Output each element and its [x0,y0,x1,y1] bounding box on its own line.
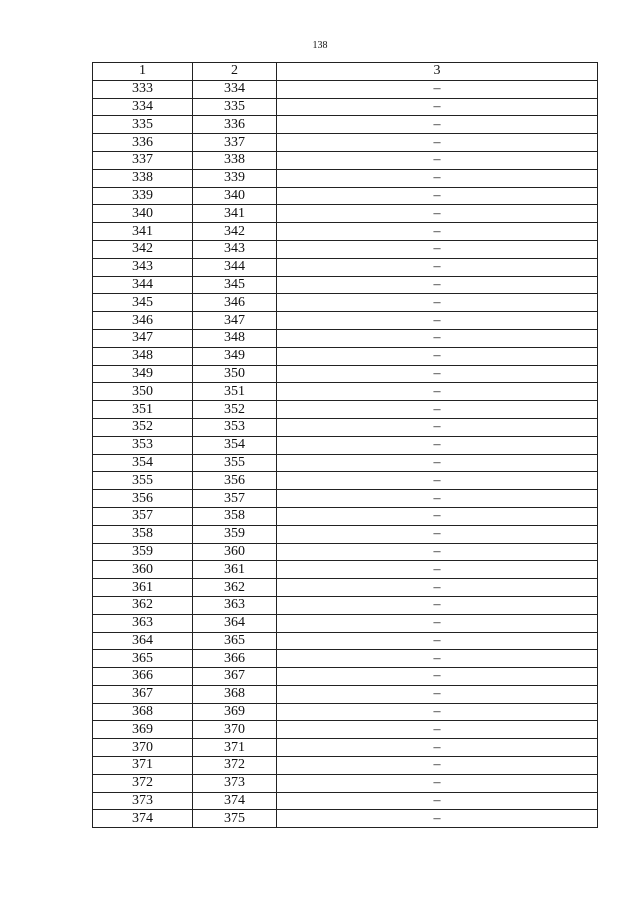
table-cell-col3: – [277,98,598,116]
table-row [93,561,598,579]
table-cell-col3: – [277,650,598,668]
table-cell-col3: – [277,632,598,650]
table-cell-col1: 363 [93,614,193,632]
table-row [93,614,598,632]
table-cell-col1: 350 [93,383,193,401]
table-row [93,276,598,294]
table-row [93,187,598,205]
table-cell-col1: 360 [93,561,193,579]
table-cell-col3: – [277,151,598,169]
table-cell-col2: 358 [193,507,277,525]
table-cell-col2: 353 [193,418,277,436]
table-row [93,543,598,561]
column-header-3: 3 [277,63,598,81]
table-row [93,632,598,650]
table-cell-col3: – [277,703,598,721]
table-cell-col3: – [277,365,598,383]
table-cell-col1: 374 [93,810,193,828]
table-row [93,116,598,134]
table-row [93,757,598,775]
table-cell-col1: 365 [93,650,193,668]
table-cell-col1: 373 [93,792,193,810]
table-cell-col3: – [277,792,598,810]
table-cell-col3: – [277,810,598,828]
table-cell-col1: 367 [93,685,193,703]
table-cell-col2: 348 [193,329,277,347]
table-cell-col1: 364 [93,632,193,650]
table-cell-col2: 357 [193,490,277,508]
table-row [93,240,598,258]
table-cell-col2: 337 [193,134,277,152]
table-row [93,294,598,312]
table-cell-col2: 347 [193,312,277,330]
table-cell-col3: – [277,401,598,419]
table-row [93,472,598,490]
table-cell-col2: 374 [193,792,277,810]
table-cell-col3: – [277,80,598,98]
table-row [93,579,598,597]
table-cell-col2: 342 [193,223,277,241]
table-cell-col3: – [277,169,598,187]
table-row [93,810,598,828]
table-cell-col1: 348 [93,347,193,365]
table-cell-col1: 354 [93,454,193,472]
column-header-2: 2 [193,63,277,81]
page-number: 138 [312,40,328,51]
table-cell-col2: 372 [193,757,277,775]
table-row [93,312,598,330]
table-cell-col1: 341 [93,223,193,241]
table-cell-col1: 351 [93,401,193,419]
table-cell-col2: 339 [193,169,277,187]
table-cell-col2: 360 [193,543,277,561]
table-cell-col3: – [277,116,598,134]
table-cell-col1: 361 [93,579,193,597]
table-cell-col3: – [277,258,598,276]
table-cell-col2: 367 [193,668,277,686]
table-row [93,418,598,436]
table-cell-col1: 355 [93,472,193,490]
table-cell-col2: 354 [193,436,277,454]
table-cell-col2: 343 [193,240,277,258]
table-cell-col1: 366 [93,668,193,686]
table-cell-col3: – [277,294,598,312]
table-cell-col2: 340 [193,187,277,205]
table-cell-col2: 362 [193,579,277,597]
table-cell-col1: 347 [93,329,193,347]
table-cell-col1: 359 [93,543,193,561]
table-cell-col3: – [277,596,598,614]
table-cell-col2: 338 [193,151,277,169]
table-row [93,329,598,347]
table-cell-col3: – [277,347,598,365]
table-cell-col2: 364 [193,614,277,632]
table-row [93,436,598,454]
table-cell-col2: 356 [193,472,277,490]
table-cell-col3: – [277,312,598,330]
table-cell-col3: – [277,668,598,686]
table-cell-col1: 344 [93,276,193,294]
table-cell-col3: – [277,187,598,205]
table-row [93,792,598,810]
table-cell-col2: 346 [193,294,277,312]
table-row [93,151,598,169]
table-cell-col2: 363 [193,596,277,614]
table-row [93,205,598,223]
table-row [93,650,598,668]
table-cell-col3: – [277,472,598,490]
column-header-1: 1 [93,63,193,81]
table-row [93,258,598,276]
table-cell-col1: 372 [93,774,193,792]
table-row [93,383,598,401]
table-cell-col2: 350 [193,365,277,383]
table-cell-col3: – [277,507,598,525]
table-body [93,80,598,827]
table-cell-col2: 375 [193,810,277,828]
table-cell-col2: 349 [193,347,277,365]
table-row [93,507,598,525]
table-cell-col1: 339 [93,187,193,205]
table-cell-col1: 352 [93,418,193,436]
table-row [93,596,598,614]
table-row [93,98,598,116]
table-cell-col1: 337 [93,151,193,169]
table-cell-col2: 351 [193,383,277,401]
table-cell-col2: 368 [193,685,277,703]
table-row [93,739,598,757]
table-cell-col1: 342 [93,240,193,258]
table-cell-col3: – [277,757,598,775]
table-cell-col3: – [277,205,598,223]
table-cell-col2: 344 [193,258,277,276]
table-row [93,490,598,508]
table-cell-col3: – [277,454,598,472]
data-table [92,62,598,828]
table-row [93,80,598,98]
table-cell-col3: – [277,721,598,739]
table-cell-col3: – [277,543,598,561]
table-row [93,347,598,365]
table-cell-col1: 370 [93,739,193,757]
table-cell-col1: 343 [93,258,193,276]
table-cell-col3: – [277,329,598,347]
table-cell-col2: 366 [193,650,277,668]
table-cell-col2: 371 [193,739,277,757]
table-row [93,365,598,383]
table-row [93,685,598,703]
table-cell-col1: 369 [93,721,193,739]
table-cell-col3: – [277,383,598,401]
table-cell-col2: 373 [193,774,277,792]
table-header-row [93,63,598,81]
table-cell-col3: – [277,436,598,454]
table-cell-col2: 341 [193,205,277,223]
table-row [93,169,598,187]
table-cell-col3: – [277,134,598,152]
table-cell-col2: 369 [193,703,277,721]
table-cell-col2: 365 [193,632,277,650]
table-row [93,668,598,686]
table-row [93,454,598,472]
table-cell-col1: 368 [93,703,193,721]
table-cell-col3: – [277,276,598,294]
table-cell-col2: 361 [193,561,277,579]
table-cell-col3: – [277,739,598,757]
table-cell-col3: – [277,490,598,508]
table-cell-col3: – [277,685,598,703]
table-cell-col2: 336 [193,116,277,134]
table-cell-col1: 336 [93,134,193,152]
table-cell-col2: 359 [193,525,277,543]
table-cell-col1: 362 [93,596,193,614]
table-cell-col2: 334 [193,80,277,98]
table-cell-col3: – [277,418,598,436]
table-cell-col2: 345 [193,276,277,294]
table-cell-col3: – [277,579,598,597]
table-cell-col3: – [277,561,598,579]
table-cell-col1: 349 [93,365,193,383]
table-cell-col2: 335 [193,98,277,116]
table-cell-col3: – [277,240,598,258]
table-cell-col3: – [277,525,598,543]
table-row [93,721,598,739]
table-cell-col2: 352 [193,401,277,419]
table-cell-col1: 345 [93,294,193,312]
table-cell-col1: 357 [93,507,193,525]
table-row [93,223,598,241]
table-row [93,525,598,543]
table-cell-col1: 358 [93,525,193,543]
table-cell-col1: 333 [93,80,193,98]
table-cell-col1: 346 [93,312,193,330]
table-cell-col1: 335 [93,116,193,134]
table-cell-col1: 338 [93,169,193,187]
table-cell-col3: – [277,223,598,241]
table-row [93,134,598,152]
table-cell-col1: 371 [93,757,193,775]
table-cell-col2: 370 [193,721,277,739]
table-cell-col2: 355 [193,454,277,472]
table-cell-col1: 340 [93,205,193,223]
table-cell-col3: – [277,774,598,792]
table-cell-col1: 353 [93,436,193,454]
table-row [93,401,598,419]
table-cell-col1: 356 [93,490,193,508]
table-row [93,703,598,721]
table-row [93,774,598,792]
table-cell-col3: – [277,614,598,632]
table-cell-col1: 334 [93,98,193,116]
